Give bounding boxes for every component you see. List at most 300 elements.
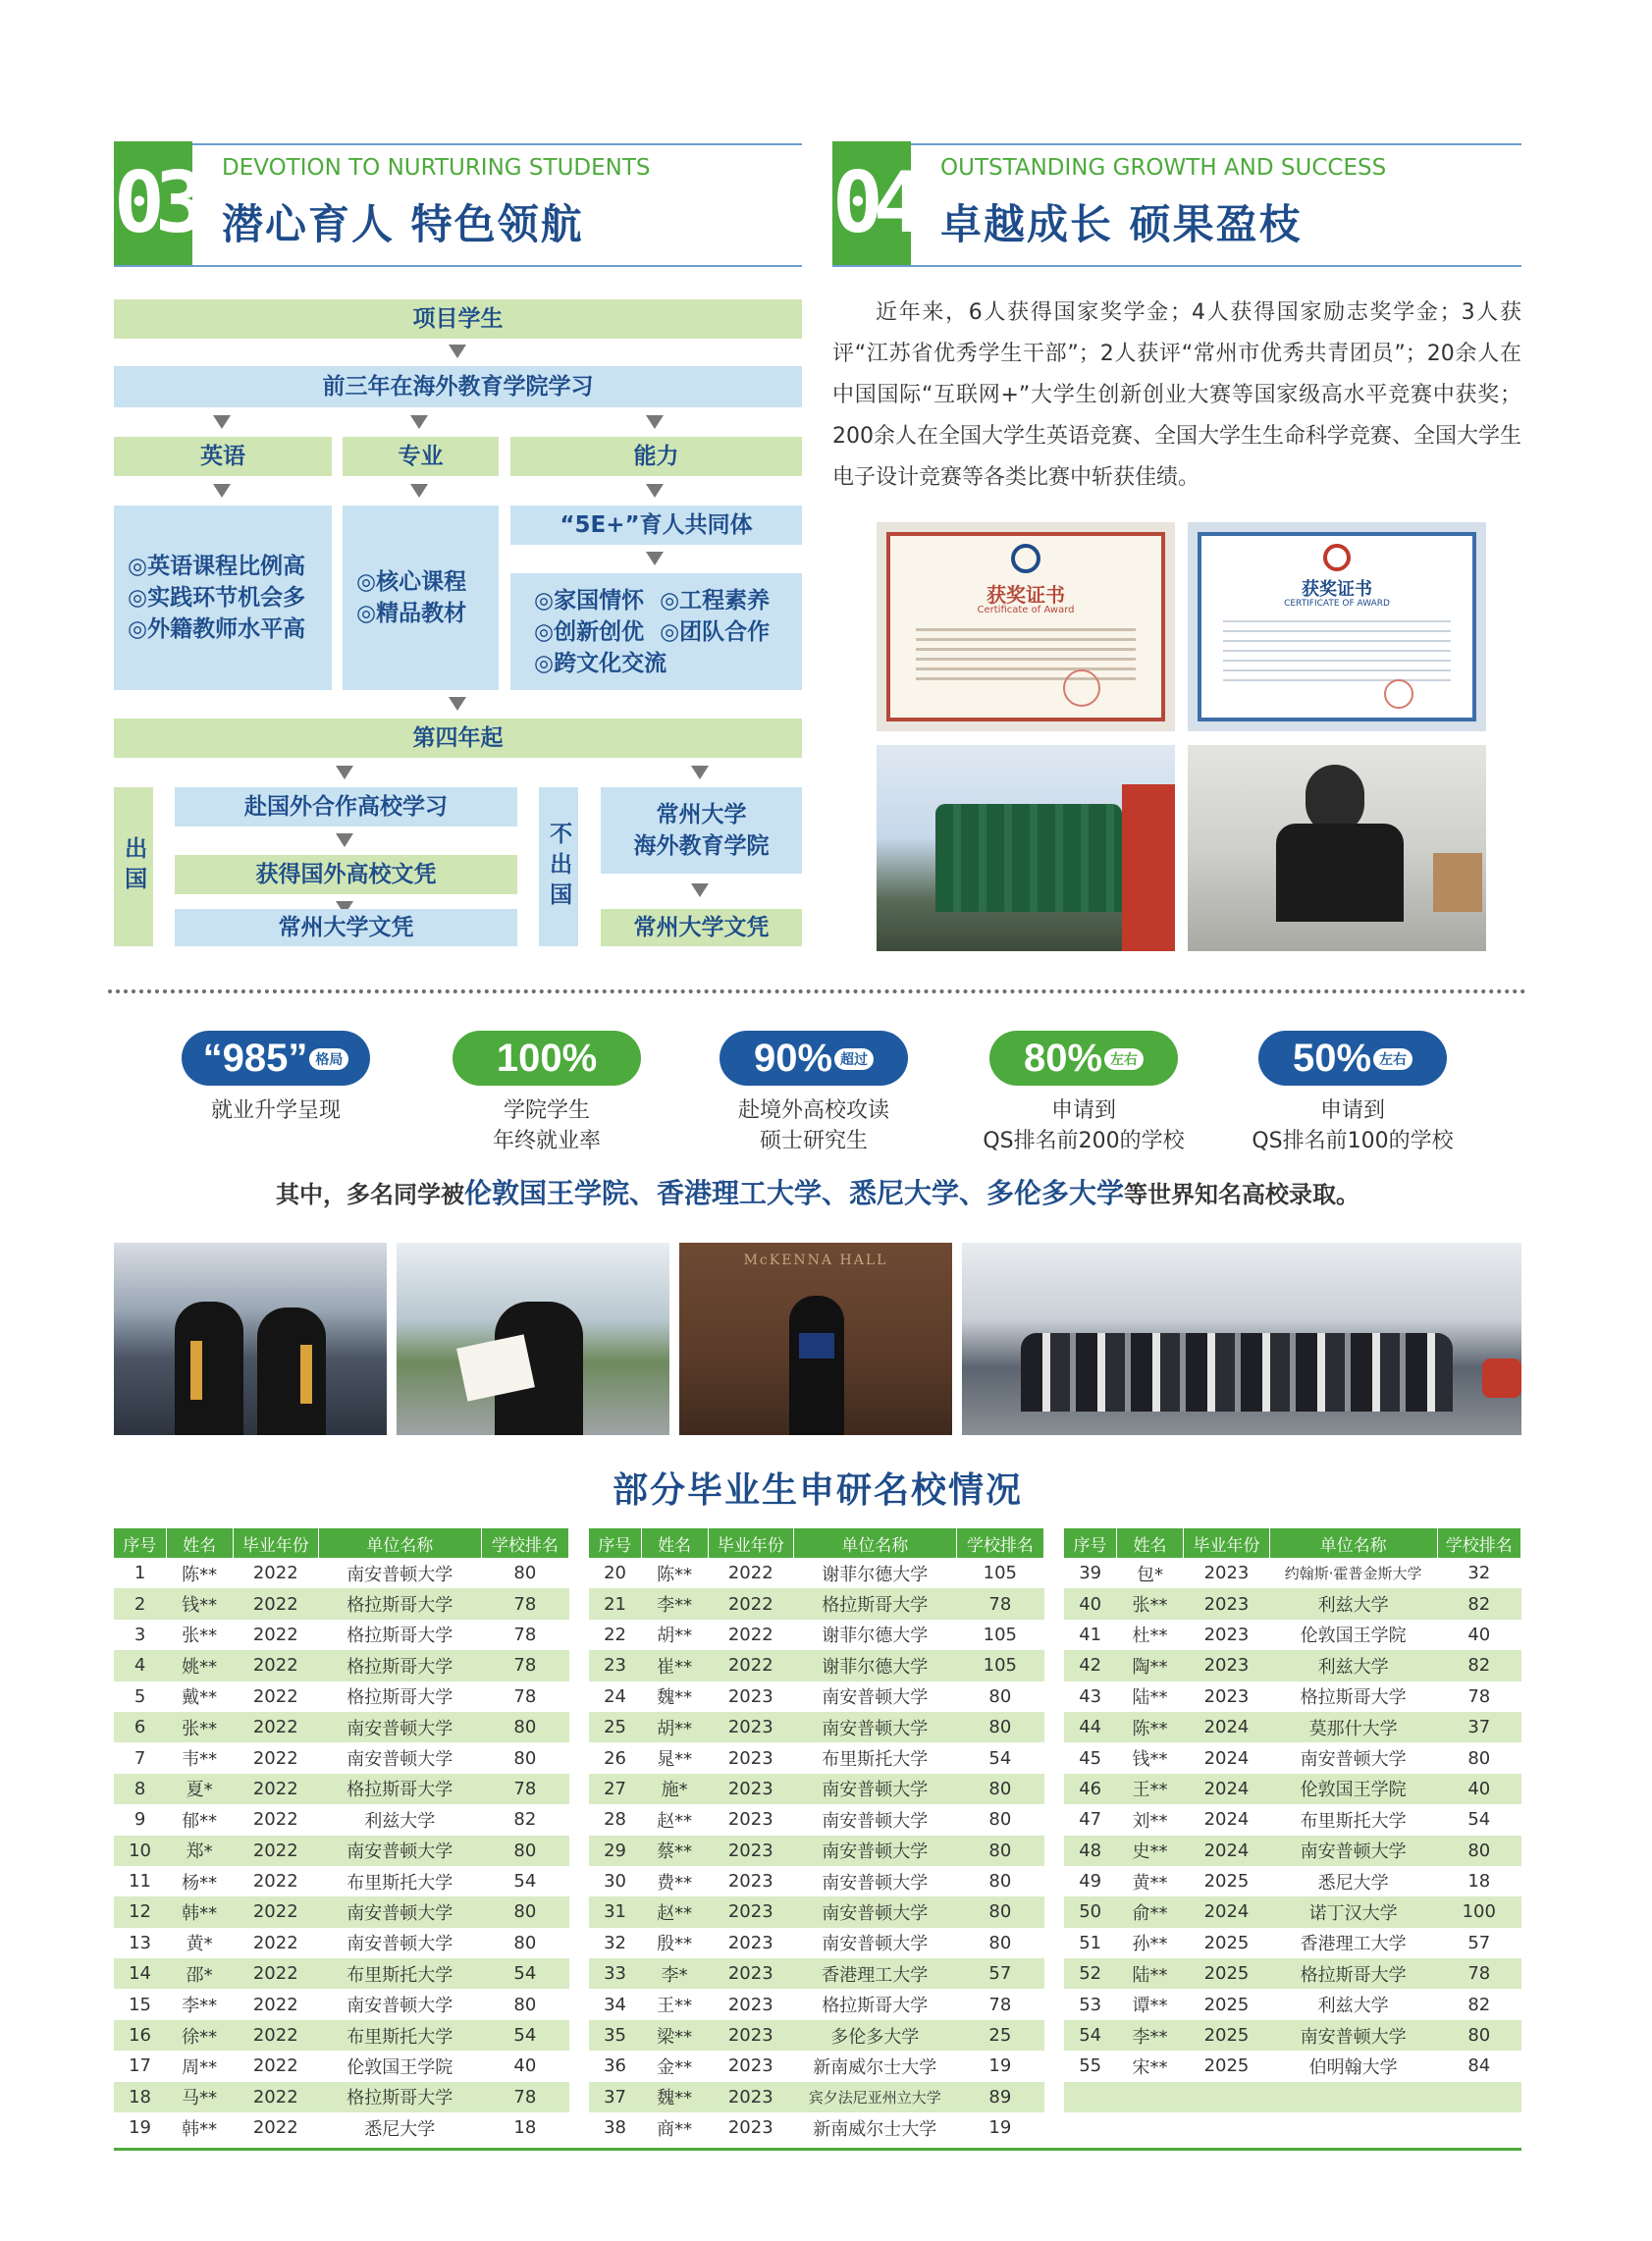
table-cell: 赵** bbox=[641, 1804, 708, 1835]
table-cell bbox=[1269, 2112, 1437, 2143]
table-row bbox=[589, 1866, 1044, 1896]
table-row bbox=[1064, 1989, 1521, 2019]
table-cell: 32 bbox=[589, 1928, 641, 1958]
table-cell: 2023 bbox=[1184, 1620, 1270, 1650]
section-03-en-title: DEVOTION TO NURTURING STUDENTS bbox=[222, 155, 651, 181]
table-row bbox=[589, 1620, 1044, 1650]
col-header: 序号 bbox=[589, 1528, 641, 1558]
col-header: 序号 bbox=[114, 1528, 166, 1558]
table-cell: 8 bbox=[114, 1774, 166, 1804]
table-cell: 2023 bbox=[1184, 1558, 1270, 1588]
cert-logo-icon bbox=[1011, 544, 1040, 573]
table-cell: 11 bbox=[114, 1866, 166, 1896]
table-row bbox=[114, 1681, 569, 1712]
table-cell bbox=[1064, 2082, 1116, 2112]
table-cell: 2024 bbox=[1184, 1774, 1270, 1804]
stat-label-line: 硕士研究生 bbox=[759, 1129, 868, 1153]
table-cell: 费** bbox=[641, 1866, 708, 1896]
table-cell: 78 bbox=[1437, 1958, 1520, 1989]
table-row bbox=[114, 1742, 569, 1773]
table-cell: 谢菲尔德大学 bbox=[793, 1558, 956, 1588]
table-cell: 谢菲尔德大学 bbox=[793, 1650, 956, 1681]
section-04-number: 04 bbox=[832, 141, 911, 265]
table-cell: 魏** bbox=[641, 2082, 708, 2112]
table-cell: 44 bbox=[1064, 1712, 1116, 1742]
table-row bbox=[114, 1620, 569, 1650]
table-cell: 蔡** bbox=[641, 1836, 708, 1866]
table-row bbox=[1064, 1928, 1521, 1958]
stat-label-line: 年终就业率 bbox=[492, 1129, 601, 1153]
table-body bbox=[1064, 1558, 1521, 2143]
table-cell: 78 bbox=[481, 2082, 568, 2112]
arrow-down-icon bbox=[449, 345, 466, 358]
table-cell: 格拉斯哥大学 bbox=[1269, 1681, 1437, 1712]
english-item: ◎外籍教师水平高 bbox=[128, 616, 306, 643]
table-cell: 2025 bbox=[1184, 1958, 1270, 1989]
flow-phase2: 第四年起 bbox=[114, 719, 802, 758]
table-cell: 34 bbox=[589, 1989, 641, 2019]
table-cell: 崔** bbox=[641, 1650, 708, 1681]
flow-stay-step1: 常州大学 海外教育学院 bbox=[601, 787, 802, 874]
table-cell: 78 bbox=[481, 1650, 568, 1681]
table-cell: 李* bbox=[641, 1958, 708, 1989]
table-cell: 84 bbox=[1437, 2051, 1520, 2081]
table-cell: 陆** bbox=[1116, 1681, 1183, 1712]
ability-item: ◎工程素养 bbox=[660, 588, 771, 614]
col-header: 姓名 bbox=[1116, 1528, 1183, 1558]
table-cell: 2023 bbox=[708, 2112, 793, 2143]
table-cell: 19 bbox=[956, 2051, 1043, 2081]
table-row bbox=[589, 1958, 1044, 1989]
photo-sign-text: McKENNA HALL bbox=[743, 1253, 888, 1268]
table-cell: 80 bbox=[956, 1774, 1043, 1804]
table-cell: 布里斯托大学 bbox=[1269, 1804, 1437, 1835]
table-cell: 2024 bbox=[1184, 1712, 1270, 1742]
table-cell bbox=[1116, 2082, 1183, 2112]
table-cell: 俞** bbox=[1116, 1896, 1183, 1927]
table-cell: 80 bbox=[956, 1866, 1043, 1896]
cert-subtitle: CERTIFICATE OF AWARD bbox=[1284, 599, 1390, 609]
table-cell: 悉尼大学 bbox=[318, 2112, 481, 2143]
table-cell: 31 bbox=[589, 1896, 641, 1927]
table-cell: 2025 bbox=[1184, 1989, 1270, 2019]
table-cell: 南安普顿大学 bbox=[793, 1928, 956, 1958]
table-row bbox=[589, 1804, 1044, 1835]
table-cell: 新南威尔士大学 bbox=[793, 2112, 956, 2143]
table-row bbox=[1064, 1836, 1521, 1866]
table-cell: 利兹大学 bbox=[1269, 1650, 1437, 1681]
table-cell: 2023 bbox=[708, 1804, 793, 1835]
table-header-row bbox=[589, 1528, 1044, 1558]
table-row bbox=[114, 1558, 569, 1588]
table-cell: 4 bbox=[114, 1650, 166, 1681]
flow-major-list bbox=[343, 506, 499, 690]
table-cell: 2023 bbox=[708, 1836, 793, 1866]
table-cell: 2025 bbox=[1184, 1866, 1270, 1896]
flow-ability: 能力 bbox=[510, 437, 802, 476]
table-cell: 105 bbox=[956, 1650, 1043, 1681]
table-cell: 殷** bbox=[641, 1928, 708, 1958]
table-cell: 80 bbox=[481, 1836, 568, 1866]
table-cell: 2023 bbox=[708, 1958, 793, 1989]
table-cell: 戴** bbox=[166, 1681, 233, 1712]
table-title: 部分毕业生申研名校情况 bbox=[612, 1470, 1023, 1511]
table-cell: 钱** bbox=[166, 1588, 233, 1619]
col-header: 学校排名 bbox=[481, 1528, 568, 1558]
col-header: 单位名称 bbox=[793, 1528, 956, 1558]
table-cell: 30 bbox=[589, 1866, 641, 1896]
table-cell: 2023 bbox=[708, 2051, 793, 2081]
table-cell: 李** bbox=[1116, 2020, 1183, 2051]
graduates-table-1 bbox=[114, 1528, 569, 2143]
table-cell: 5 bbox=[114, 1681, 166, 1712]
section-03-number: 03 bbox=[114, 141, 192, 265]
table-cell: 金** bbox=[641, 2051, 708, 2081]
stat-label-line: 申请到 bbox=[1050, 1098, 1116, 1123]
table-row bbox=[1064, 1866, 1521, 1896]
graduates-table-2 bbox=[589, 1528, 1044, 2143]
table-row bbox=[1064, 2020, 1521, 2051]
table-cell: 悉尼大学 bbox=[1269, 1866, 1437, 1896]
table-cell: 78 bbox=[481, 1588, 568, 1619]
flow-stay-step2: 常州大学文凭 bbox=[601, 909, 802, 946]
english-item: ◎英语课程比例高 bbox=[128, 553, 306, 579]
section-04-cn-title: 卓越成长 硕果盈枝 bbox=[940, 200, 1303, 248]
arrow-down-icon bbox=[449, 697, 466, 711]
table-row bbox=[1064, 1620, 1521, 1650]
col-header: 姓名 bbox=[641, 1528, 708, 1558]
admit-post: 等世界知名高校录取。 bbox=[1124, 1181, 1359, 1208]
table-cell: 2022 bbox=[233, 2051, 318, 2081]
flow-abroad-step3: 常州大学文凭 bbox=[175, 909, 517, 946]
table-cell: 89 bbox=[956, 2082, 1043, 2112]
col-header: 学校排名 bbox=[956, 1528, 1043, 1558]
table-cell: 马** bbox=[166, 2082, 233, 2112]
table-cell: 40 bbox=[1437, 1774, 1520, 1804]
table-cell: 25 bbox=[589, 1712, 641, 1742]
table-cell: 43 bbox=[1064, 1681, 1116, 1712]
table-cell: 2023 bbox=[708, 1774, 793, 1804]
table-cell: 2023 bbox=[708, 1712, 793, 1742]
table-cell: 南安普顿大学 bbox=[318, 1742, 481, 1773]
table-cell: 郁** bbox=[166, 1804, 233, 1835]
table-cell: 80 bbox=[956, 1836, 1043, 1866]
table-cell: 19 bbox=[956, 2112, 1043, 2143]
table-cell: 胡** bbox=[641, 1712, 708, 1742]
table-cell: 80 bbox=[481, 1558, 568, 1588]
graduation-photo-2 bbox=[397, 1243, 669, 1435]
table-cell: 80 bbox=[481, 1928, 568, 1958]
flow-5e-community: “5E+”育人共同体 bbox=[510, 506, 802, 545]
table-row bbox=[114, 2020, 569, 2051]
table-cell: 格拉斯哥大学 bbox=[793, 1989, 956, 2019]
table-cell: 2024 bbox=[1184, 1836, 1270, 1866]
table-cell: 2023 bbox=[708, 1928, 793, 1958]
table-cell: 27 bbox=[589, 1774, 641, 1804]
achievement-paragraph: 近年来，6人获得国家奖学金；4人获得国家励志奖学金；3人获评“江苏省优秀学生干部”；2人获评“常州市优秀共青团员”；20余人在中国国际“互联网+”大学生创新创业大赛等国家级高水平竞赛中获奖；200余人在全国大学生英语竞赛、全国大学生生命科学竞赛、全国大学生电子设计竞赛等各类比赛中斩获佳绩。 bbox=[832, 300, 1521, 490]
table-cell bbox=[1437, 2112, 1520, 2143]
stat-90-label bbox=[706, 1095, 922, 1156]
table-cell: 晁** bbox=[641, 1742, 708, 1773]
table-row bbox=[1064, 1558, 1521, 1588]
table-cell: 80 bbox=[1437, 1836, 1520, 1866]
table-cell: 多伦多大学 bbox=[793, 2020, 956, 2051]
arrow-down-icon bbox=[646, 415, 664, 429]
flow-phase1: 前三年在海外教育学院学习 bbox=[114, 366, 802, 407]
table-cell: 80 bbox=[481, 1989, 568, 2019]
table-cell: 36 bbox=[589, 2051, 641, 2081]
stat-label-line: QS排名前100的学校 bbox=[1252, 1129, 1454, 1153]
table-cell: 格拉斯哥大学 bbox=[318, 1588, 481, 1619]
table-body bbox=[114, 1558, 569, 2143]
table-cell: 18 bbox=[481, 2112, 568, 2143]
table-cell: 42 bbox=[1064, 1650, 1116, 1681]
table-cell: 2022 bbox=[233, 1558, 318, 1588]
table-row bbox=[589, 1836, 1044, 1866]
graduation-photo-3 bbox=[679, 1243, 952, 1435]
stat-tag: 超过 bbox=[834, 1048, 874, 1070]
table-cell: 80 bbox=[956, 1896, 1043, 1927]
table-cell: 张** bbox=[166, 1620, 233, 1650]
table-cell: 17 bbox=[114, 2051, 166, 2081]
table-row bbox=[589, 2020, 1044, 2051]
dotted-divider bbox=[108, 989, 1526, 993]
stat-100-badge bbox=[453, 1031, 641, 1086]
table-row bbox=[114, 1896, 569, 1927]
table-row bbox=[114, 1958, 569, 1989]
table-cell: 南安普顿大学 bbox=[318, 1712, 481, 1742]
table-cell: 54 bbox=[481, 1866, 568, 1896]
table-row bbox=[1064, 1958, 1521, 1989]
stat-tag: 左右 bbox=[1104, 1048, 1144, 1070]
table-cell: 南安普顿大学 bbox=[793, 1681, 956, 1712]
table-cell: 54 bbox=[1064, 2020, 1116, 2051]
table-cell: 杜** bbox=[1116, 1620, 1183, 1650]
table-cell: 谭** bbox=[1116, 1989, 1183, 2019]
table-cell: 胡** bbox=[641, 1620, 708, 1650]
table-cell: 2022 bbox=[233, 1989, 318, 2019]
table-cell: 2022 bbox=[233, 2020, 318, 2051]
table-cell: 33 bbox=[589, 1958, 641, 1989]
table-cell: 45 bbox=[1064, 1742, 1116, 1773]
stat-label-line: 赴境外高校攻读 bbox=[737, 1098, 889, 1123]
table-cell: 2025 bbox=[1184, 2020, 1270, 2051]
table-cell: 李** bbox=[166, 1989, 233, 2019]
stat-50-label bbox=[1245, 1095, 1461, 1156]
table-cell: 78 bbox=[956, 1989, 1043, 2019]
table-cell: 2025 bbox=[1184, 1928, 1270, 1958]
table-cell: 2022 bbox=[233, 1712, 318, 1742]
table-cell: 孙** bbox=[1116, 1928, 1183, 1958]
table-cell: 40 bbox=[1064, 1588, 1116, 1619]
table-cell: 南安普顿大学 bbox=[1269, 2020, 1437, 2051]
table-cell: 格拉斯哥大学 bbox=[793, 1588, 956, 1619]
table-cell: 商** bbox=[641, 2112, 708, 2143]
table-cell: 伦敦国王学院 bbox=[1269, 1620, 1437, 1650]
table-cell: 2023 bbox=[1184, 1650, 1270, 1681]
stat-value: 90% bbox=[753, 1036, 833, 1080]
table-row bbox=[114, 1866, 569, 1896]
cert-subtitle: Certificate of Award bbox=[977, 605, 1075, 615]
table-row bbox=[589, 1712, 1044, 1742]
table-cell: 2024 bbox=[1184, 1804, 1270, 1835]
table-cell: 南安普顿大学 bbox=[318, 1558, 481, 1588]
table-cell: 2022 bbox=[708, 1588, 793, 1619]
table-bottom-rule bbox=[114, 2148, 1521, 2151]
table-cell: 37 bbox=[589, 2082, 641, 2112]
stat-label-line: QS排名前200的学校 bbox=[983, 1129, 1185, 1153]
cert-title: 获奖证书 bbox=[1302, 579, 1372, 600]
table-header-row bbox=[1064, 1528, 1521, 1558]
table-cell: 2025 bbox=[1184, 2051, 1270, 2081]
table-cell: 18 bbox=[114, 2082, 166, 2112]
table-cell: 黄* bbox=[166, 1928, 233, 1958]
table-cell: 2022 bbox=[233, 1742, 318, 1773]
arrow-down-icon bbox=[691, 766, 709, 779]
table-cell: 10 bbox=[114, 1836, 166, 1866]
table-cell: 格拉斯哥大学 bbox=[318, 1620, 481, 1650]
stat-100-label bbox=[439, 1095, 655, 1156]
ability-item: ◎跨文化交流 bbox=[534, 651, 667, 677]
table-cell: 80 bbox=[1437, 2020, 1520, 2051]
table-cell: 香港理工大学 bbox=[1269, 1928, 1437, 1958]
table-cell: 诺丁汉大学 bbox=[1269, 1896, 1437, 1927]
arrow-down-icon bbox=[410, 415, 428, 429]
table-cell: 格拉斯哥大学 bbox=[318, 1650, 481, 1681]
table-row bbox=[589, 2051, 1044, 2081]
section-03-cn-title: 潜心育人 特色领航 bbox=[222, 200, 584, 248]
table-row bbox=[589, 1989, 1044, 2019]
table-cell: 2023 bbox=[1184, 1588, 1270, 1619]
stat-50-badge bbox=[1258, 1031, 1447, 1086]
table-row bbox=[1064, 1588, 1521, 1619]
table-cell: 24 bbox=[589, 1681, 641, 1712]
arrow-down-icon bbox=[646, 484, 664, 498]
table-cell: 1 bbox=[114, 1558, 166, 1588]
stat-80-label bbox=[976, 1095, 1192, 1156]
table-cell: 赵** bbox=[641, 1896, 708, 1927]
table-cell: 55 bbox=[1064, 2051, 1116, 2081]
table-row bbox=[114, 1588, 569, 1619]
table-cell: 2023 bbox=[708, 1681, 793, 1712]
table-cell: 2022 bbox=[708, 1620, 793, 1650]
flow-english-list bbox=[114, 506, 332, 690]
table-cell: 2 bbox=[114, 1588, 166, 1619]
ability-item: ◎家国情怀 bbox=[534, 588, 645, 614]
table-cell: 周** bbox=[166, 2051, 233, 2081]
ability-item: ◎创新创优 bbox=[534, 619, 645, 646]
arrow-down-icon bbox=[213, 484, 231, 498]
table-cell: 南安普顿大学 bbox=[1269, 1836, 1437, 1866]
table-cell: 包* bbox=[1116, 1558, 1183, 1588]
seal-icon bbox=[1384, 679, 1413, 709]
table-header-row bbox=[114, 1528, 569, 1558]
table-cell: 78 bbox=[481, 1620, 568, 1650]
arrow-down-icon bbox=[336, 833, 353, 847]
table-cell: 40 bbox=[1437, 1620, 1520, 1650]
table-cell: 82 bbox=[1437, 1588, 1520, 1619]
table-cell: 32 bbox=[1437, 1558, 1520, 1588]
table-row bbox=[589, 1650, 1044, 1681]
table-cell: 100 bbox=[1437, 1896, 1520, 1927]
table-cell: 38 bbox=[589, 2112, 641, 2143]
table-cell: 陆** bbox=[1116, 1958, 1183, 1989]
table-cell: 魏** bbox=[641, 1681, 708, 1712]
table-cell: 37 bbox=[1437, 1712, 1520, 1742]
table-cell: 2023 bbox=[708, 1989, 793, 2019]
table-cell: 54 bbox=[1437, 1804, 1520, 1835]
table-cell: 利兹大学 bbox=[318, 1804, 481, 1835]
table-row bbox=[589, 2082, 1044, 2112]
col-header: 毕业年份 bbox=[233, 1528, 318, 1558]
table-cell: 54 bbox=[956, 1742, 1043, 1773]
table-row bbox=[114, 2112, 569, 2143]
table-cell bbox=[1064, 2112, 1116, 2143]
table-cell: 新南威尔士大学 bbox=[793, 2051, 956, 2081]
table-cell: 伯明翰大学 bbox=[1269, 2051, 1437, 2081]
table-cell: 2022 bbox=[233, 1928, 318, 1958]
table-cell: 15 bbox=[114, 1989, 166, 2019]
table-cell: 南安普顿大学 bbox=[318, 1896, 481, 1927]
table-cell: 14 bbox=[114, 1958, 166, 1989]
table-cell: 2022 bbox=[708, 1558, 793, 1588]
table-cell: 82 bbox=[1437, 1650, 1520, 1681]
cert-title: 获奖证书 bbox=[986, 583, 1065, 607]
team-competition-photo bbox=[877, 745, 1175, 951]
table-row bbox=[589, 1681, 1044, 1712]
stat-value: “985” bbox=[202, 1036, 308, 1080]
table-row bbox=[1064, 1804, 1521, 1835]
table-cell: 57 bbox=[1437, 1928, 1520, 1958]
table-cell: 78 bbox=[481, 1681, 568, 1712]
table-cell: 22 bbox=[589, 1620, 641, 1650]
flow-major: 专业 bbox=[343, 437, 499, 476]
table-row bbox=[589, 1774, 1044, 1804]
table-cell: 3 bbox=[114, 1620, 166, 1650]
stat-value: 50% bbox=[1292, 1036, 1372, 1080]
table-cell: 南安普顿大学 bbox=[318, 1928, 481, 1958]
table-cell: 53 bbox=[1064, 1989, 1116, 2019]
table-cell: 杨** bbox=[166, 1866, 233, 1896]
table-cell: 78 bbox=[956, 1588, 1043, 1619]
table-row bbox=[114, 1989, 569, 2019]
table-cell: 49 bbox=[1064, 1866, 1116, 1896]
table-row bbox=[114, 2082, 569, 2112]
stat-90-badge bbox=[719, 1031, 908, 1086]
section-04-header bbox=[832, 143, 1521, 267]
table-cell: 王** bbox=[641, 1989, 708, 2019]
table-row bbox=[1064, 1681, 1521, 1712]
arrow-down-icon bbox=[646, 552, 664, 565]
table-cell: 约翰斯·霍普金斯大学 bbox=[1269, 1558, 1437, 1588]
table-cell: 2022 bbox=[233, 1774, 318, 1804]
table-row bbox=[589, 1742, 1044, 1773]
table-cell: 35 bbox=[589, 2020, 641, 2051]
stat-80-badge bbox=[989, 1031, 1178, 1086]
table-cell: 钱** bbox=[1116, 1742, 1183, 1773]
table-cell: 南安普顿大学 bbox=[793, 1836, 956, 1866]
table-cell: 2023 bbox=[708, 1866, 793, 1896]
table-cell: 伦敦国王学院 bbox=[318, 2051, 481, 2081]
table-cell: 2022 bbox=[233, 1620, 318, 1650]
stat-value: 80% bbox=[1023, 1036, 1103, 1080]
table-cell: 2023 bbox=[708, 1896, 793, 1927]
seal-icon bbox=[1063, 669, 1100, 707]
table-cell: 19 bbox=[114, 2112, 166, 2143]
table-cell: 布里斯托大学 bbox=[318, 1866, 481, 1896]
table-cell: 2022 bbox=[233, 2112, 318, 2143]
table-cell: 莫那什大学 bbox=[1269, 1712, 1437, 1742]
